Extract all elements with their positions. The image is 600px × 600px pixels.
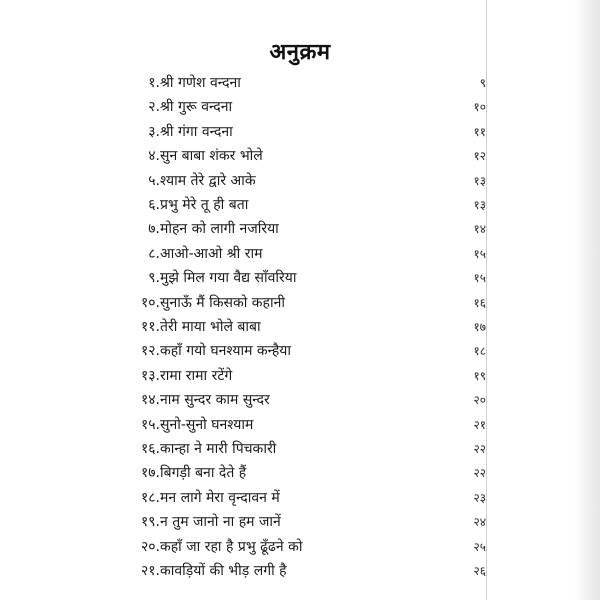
toc-title: बिगड़ी बना देते हैं <box>160 465 247 482</box>
toc-number: १२. <box>140 343 160 360</box>
toc-row <box>0 218 600 240</box>
toc-row <box>0 536 600 558</box>
toc-row <box>0 194 600 216</box>
toc-number: ४. <box>148 148 160 165</box>
toc-number: ११. <box>140 319 160 335</box>
toc-page-number: ९ <box>479 76 486 90</box>
toc-row <box>0 292 600 314</box>
toc-number: १. <box>148 75 160 91</box>
toc-page-number: १८ <box>473 344 486 359</box>
toc-page-number: २३ <box>473 490 486 505</box>
toc-row <box>0 438 600 460</box>
toc-page-number: २४ <box>473 515 486 530</box>
toc-page-number: १६ <box>473 295 486 310</box>
toc-number: १०. <box>140 294 160 311</box>
toc-row <box>0 243 600 265</box>
toc-row <box>0 511 600 533</box>
toc-number: ७. <box>148 221 160 238</box>
toc-row <box>0 145 600 167</box>
toc-title: सुनो-सुनो घनश्याम <box>160 416 254 433</box>
toc-number: १६. <box>140 441 160 457</box>
toc-row <box>0 72 600 94</box>
toc-page-number: ११ <box>473 124 486 139</box>
toc-number: १९. <box>140 514 160 531</box>
toc-page-number: १० <box>473 100 486 115</box>
toc-title: मन लागे मेरा वृन्दावन में <box>160 489 280 506</box>
toc-row <box>0 389 600 411</box>
toc-row <box>0 316 600 338</box>
toc-page-number: २५ <box>473 539 486 554</box>
toc-title: तेरी माया भोले बाबा <box>160 319 261 335</box>
toc-page-number: १९ <box>473 368 486 383</box>
toc-page-number: १४ <box>473 222 486 237</box>
toc-title: श्री गणेश वन्दना <box>160 75 241 91</box>
page-title: अनुक्रम <box>269 40 331 65</box>
toc-page-number: १२ <box>473 149 486 164</box>
toc-page-number: १५ <box>473 246 486 261</box>
toc-row <box>0 340 600 362</box>
toc-title: श्री गंगा वन्दना <box>160 123 233 140</box>
toc-page-number: १३ <box>473 173 486 188</box>
toc-page-number: २१ <box>473 417 486 432</box>
toc-title: श्री गुरू वन्दना <box>160 99 233 116</box>
toc-title: नाम सुन्दर काम सुन्दर <box>160 392 270 409</box>
toc-row <box>0 560 600 582</box>
toc-number: १७. <box>140 465 160 482</box>
toc-row <box>0 487 600 509</box>
toc-page-number: १३ <box>473 198 486 212</box>
toc-title: प्रभु मेरे तू ही बता <box>160 197 249 213</box>
toc-row <box>0 96 600 118</box>
toc-page-number: २६ <box>473 564 486 578</box>
toc-page-number: १७ <box>473 320 486 334</box>
toc-page-number: २२ <box>473 442 486 456</box>
toc-title: सुनाऊँ मैं किसको कहानी <box>160 294 286 311</box>
toc-title: मोहन को लागी नजरिया <box>160 221 279 238</box>
toc-row <box>0 267 600 289</box>
toc-title: कावड़ियों की भीड़ लगी है <box>160 563 287 579</box>
toc-title: आओ-आओ श्री राम <box>160 245 263 262</box>
toc-title: श्याम तेरे द्वारे आके <box>160 172 256 189</box>
toc-title: कहाँ जा रहा है प्रभु ढूँढने को <box>160 538 303 555</box>
toc-page-number: २० <box>473 393 486 408</box>
toc-title: कहाँ गयो घनश्याम कन्हैया <box>160 343 292 360</box>
toc-title: न तुम जानो ना हम जानें <box>160 514 281 531</box>
toc-title: मुझे मिल गया वैद्य साँवरिया <box>160 270 297 287</box>
toc-number: ६. <box>148 197 160 213</box>
toc-row <box>0 365 600 387</box>
toc-number: २. <box>148 99 160 116</box>
toc-title: रामा रामा रटेंगे <box>160 367 233 384</box>
toc-number: १८. <box>140 489 160 506</box>
toc-number: २०. <box>140 538 160 555</box>
toc-row <box>0 462 600 484</box>
toc-number: ३. <box>148 123 160 140</box>
toc-number: ९. <box>148 270 160 287</box>
toc-number: १३. <box>140 367 160 384</box>
toc-number: ५. <box>148 172 160 189</box>
toc-number: १४. <box>140 392 160 409</box>
table-of-contents <box>0 72 600 592</box>
toc-number: ८. <box>148 245 160 262</box>
toc-number: २१. <box>140 563 160 579</box>
toc-page-number: २२ <box>473 466 486 481</box>
toc-page-number: १५ <box>473 271 486 286</box>
toc-number: १५. <box>140 416 160 433</box>
toc-row <box>0 170 600 192</box>
toc-title: सुन बाबा शंकर भोले <box>160 148 263 165</box>
toc-row <box>0 414 600 436</box>
toc-row <box>0 121 600 143</box>
toc-title: कान्हा ने मारी पिचकारी <box>160 441 277 457</box>
